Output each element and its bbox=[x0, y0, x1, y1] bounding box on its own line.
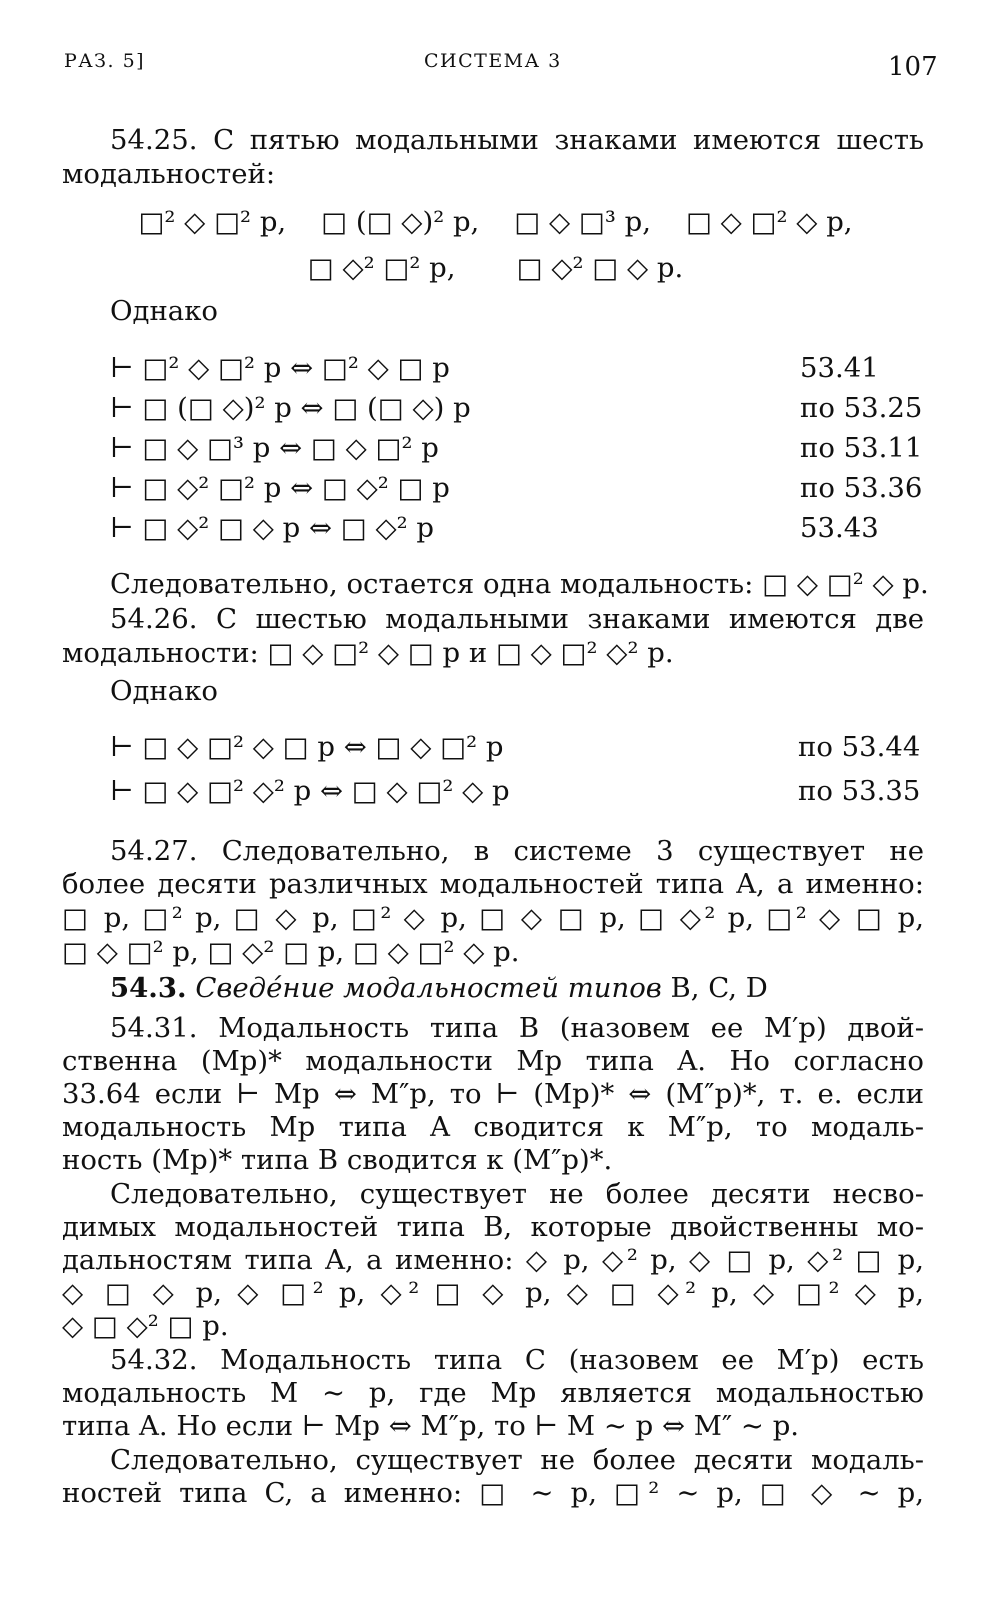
paragraph-54-26-line-2: модальности: □ ◇ □² ◇ □ p и □ ◇ □² ◇² p. bbox=[62, 637, 674, 669]
formula-line-1: □² ◇ □² p, □ (□ ◇)² p, □ ◇ □³ p, □ ◇ □² ◇ p, bbox=[138, 206, 853, 238]
deduction-formula: ⊢ □ ◇ □² ◇ □ p ⇔ □ ◇ □² p bbox=[110, 731, 504, 763]
deduction-reference: по 53.44 bbox=[798, 731, 921, 763]
running-head-section: РАЗ. 5] bbox=[64, 50, 146, 72]
deduction-reference: по 53.36 bbox=[800, 472, 923, 504]
paragraph-54-31-line-3: 33.64 если ⊢ Mp ⇔ M″p, то ⊢ (Mp)* ⇔ (M″p)*, т. е. если bbox=[62, 1078, 924, 1110]
paragraph-54-27-line-3: □ p, □² p, □ ◇ p, □² ◇ p, □ ◇ □ p, □ ◇² p, □² ◇ □ p, bbox=[62, 902, 924, 934]
deduction-reference: по 53.11 bbox=[800, 432, 923, 464]
paragraph-54-27-line-4: □ ◇ □² p, □ ◇² □ p, □ ◇ □² ◇ p. bbox=[62, 936, 520, 968]
paragraph-54-26-line-1: 54.26. С шестью модальными знаками имеются две bbox=[110, 603, 924, 635]
paragraph-54-25-line-1: 54.25. С пятью модальными знаками имеются шесть bbox=[110, 124, 924, 156]
deduction-reference: по 53.35 bbox=[798, 775, 921, 807]
paragraph-c-line-2: ностей типа C, а именно: □ ∼ p, □² ∼ p, □ ◇ ∼ p, bbox=[62, 1477, 924, 1509]
deduction-reference: по 53.25 bbox=[800, 392, 923, 424]
deduction-reference: 53.43 bbox=[800, 512, 879, 544]
deduction-formula: ⊢ □ ◇² □ ◇ p ⇔ □ ◇² p bbox=[110, 512, 435, 544]
deduction-formula: ⊢ □ (□ ◇)² p ⇔ □ (□ ◇) p bbox=[110, 392, 471, 424]
paragraph-54-32-line-2: модальность M ∼ p, где Mp является модальностью bbox=[62, 1377, 924, 1409]
however-label: Однако bbox=[110, 675, 218, 707]
paragraph-54-32-line-3: типа A. Но если ⊢ Mp ⇔ M″p, то ⊢ M ∼ p ⇔ M″ ∼ p. bbox=[62, 1410, 800, 1442]
paragraph-54-31-line-4: модальность Mp типа A сводится к M″p, то модаль- bbox=[62, 1111, 924, 1143]
section-title-rest: B, C, D bbox=[670, 972, 768, 1004]
page-number: 107 bbox=[888, 52, 938, 82]
deduction-formula: ⊢ □ ◇² □² p ⇔ □ ◇² □ p bbox=[110, 472, 450, 504]
deduction-formula: ⊢ □ ◇ □³ p ⇔ □ ◇ □² p bbox=[110, 432, 439, 464]
paragraph-54-31-line-1: 54.31. Модальность типа B (назовем ее M′p) двой- bbox=[110, 1012, 924, 1044]
deduction-row bbox=[110, 512, 924, 544]
running-head-title: СИСТЕМА 3 bbox=[424, 50, 562, 72]
however-label: Однако bbox=[110, 295, 218, 327]
paragraph-b-line-4: ◇ □ ◇ p, ◇ □² p, ◇² □ ◇ p, ◇ □ ◇² p, ◇ □² ◇ p, bbox=[62, 1277, 924, 1309]
paragraph-b-line-1: Следовательно, существует не более десяти несво- bbox=[110, 1178, 924, 1210]
paragraph-b-line-3: дальностям типа A, а именно: ◇ p, ◇² p, ◇ □ p, ◇² □ p, bbox=[62, 1244, 924, 1276]
deduction-formula: ⊢ □² ◇ □² p ⇔ □² ◇ □ p bbox=[110, 352, 450, 384]
deduction-row bbox=[110, 432, 924, 464]
deduction-row bbox=[110, 392, 924, 424]
section-number: 54.3. bbox=[110, 972, 187, 1004]
paragraph-54-31-line-2: ственна (Mp)* модальности Mp типа A. Но согласно bbox=[62, 1045, 924, 1077]
paragraph-54-25-line-2: модальностей: bbox=[62, 158, 276, 190]
deduction-row bbox=[110, 352, 924, 384]
formula-line-2: □ ◇² □² p, □ ◇² □ ◇ p. bbox=[307, 252, 684, 284]
deduction-row bbox=[110, 775, 924, 807]
deduction-formula: ⊢ □ ◇ □² ◇² p ⇔ □ ◇ □² ◇ p bbox=[110, 775, 510, 807]
section-heading bbox=[110, 972, 924, 1004]
deduction-row bbox=[110, 731, 924, 763]
paragraph-b-line-2: димых модальностей типа B, которые двойственны мо- bbox=[62, 1211, 924, 1243]
paragraph-b-line-5: ◇ □ ◇² □ p. bbox=[62, 1310, 229, 1342]
paragraph-54-27-line-2: более десяти различных модальностей типа A, а именно: bbox=[62, 868, 924, 900]
paragraph-conclusion: Следовательно, остается одна модальность: □ ◇ □² ◇ p. bbox=[110, 568, 929, 600]
paragraph-54-32-line-1: 54.32. Модальность типа C (назовем ее M′p) есть bbox=[110, 1344, 924, 1376]
section-title: Сведéние модальностей типов bbox=[195, 972, 662, 1004]
paragraph-54-27-line-1: 54.27. Следовательно, в системе 3 существует не bbox=[110, 835, 924, 867]
deduction-row bbox=[110, 472, 924, 504]
paragraph-c-line-1: Следовательно, существует не более десяти модаль- bbox=[110, 1444, 924, 1476]
paragraph-54-31-line-5: ность (Mp)* типа B сводится к (M″p)*. bbox=[62, 1144, 613, 1176]
deduction-reference: 53.41 bbox=[800, 352, 879, 384]
